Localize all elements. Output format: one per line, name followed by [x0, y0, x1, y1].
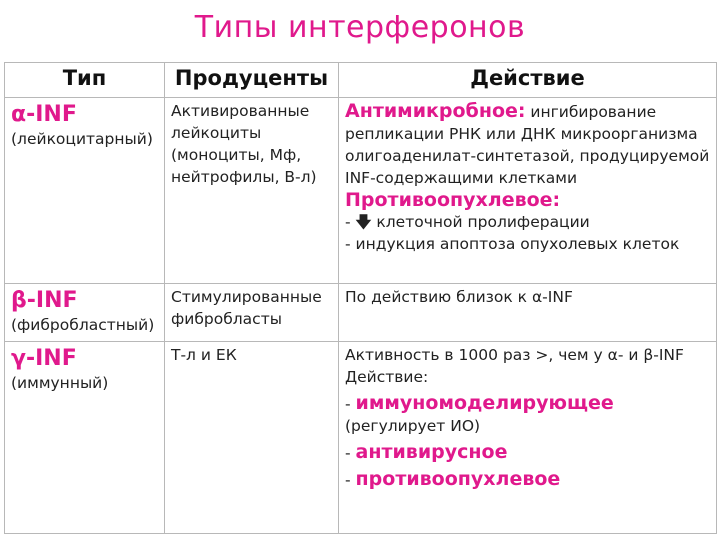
- table-row-gamma: [5, 342, 717, 534]
- type-cell-beta: [5, 284, 165, 342]
- action-cell-gamma: [339, 342, 717, 534]
- action-line: Активность в 1000 раз >, чем у α- и β-INF: [345, 346, 684, 364]
- dash-prefix: -: [345, 395, 351, 413]
- type-sub-gamma: (иммунный): [11, 374, 109, 392]
- header-type: Тип: [5, 63, 165, 98]
- action-line: Действие:: [345, 368, 429, 386]
- producer-line: Т-л и ЕК: [171, 346, 237, 364]
- action-line: По действию близок к α-INF: [345, 288, 573, 306]
- producer-line: Активированные: [171, 102, 310, 120]
- type-sub-alpha: (лейкоцитарный): [11, 130, 153, 148]
- type-cell-gamma: [5, 342, 165, 534]
- down-arrow-icon: 🡇: [355, 213, 372, 231]
- antimicrobial-heading: Антимикробное:: [345, 100, 526, 122]
- producer-line: Стимулированные: [171, 288, 322, 306]
- action-line: INF-содержащими клетками: [345, 169, 578, 187]
- dash-prefix: -: [345, 444, 351, 462]
- immunomodulating-item: иммуномоделирующее: [355, 392, 614, 414]
- producers-cell-gamma: [165, 342, 339, 534]
- action-line: репликации РНК или ДНК микроорганизма: [345, 125, 698, 143]
- dash-prefix: -: [345, 471, 351, 489]
- type-name-gamma: γ-INF: [11, 346, 77, 371]
- producers-cell-beta: [165, 284, 339, 342]
- antiviral-item: антивирусное: [355, 441, 508, 463]
- action-line: олигоаденилат-синтетазой, продуцируемой: [345, 147, 710, 165]
- action-cell-beta: [339, 284, 717, 342]
- type-sub-beta: (фибробластный): [11, 316, 155, 334]
- table-header-row: [5, 63, 717, 98]
- antimicrobial-heading-tail: ингибирование: [530, 103, 657, 121]
- action-item-line: [345, 392, 712, 415]
- table-row-alpha: [5, 98, 717, 284]
- header-producers: Продуценты: [165, 63, 339, 98]
- producer-line: (моноциты, Мф,: [171, 146, 302, 164]
- dash-prefix: -: [345, 213, 351, 231]
- type-name-beta: β-INF: [11, 288, 78, 313]
- action-line: (регулирует ИО): [345, 417, 481, 435]
- action-item-line: [345, 468, 712, 491]
- producer-line: лейкоциты: [171, 124, 262, 142]
- antitumor-heading: Противоопухлевое:: [345, 189, 561, 211]
- action-line: - индукция апоптоза опухолевых клеток: [345, 235, 680, 253]
- interferon-table: [4, 62, 717, 534]
- action-heading-line: [345, 100, 712, 123]
- proliferation-text: клеточной пролиферации: [376, 213, 590, 231]
- table-row-beta: [5, 284, 717, 342]
- header-action: Действие: [339, 63, 717, 98]
- type-cell-alpha: [5, 98, 165, 284]
- page-title: Типы интерферонов: [194, 10, 526, 45]
- action-item-line: [345, 441, 712, 464]
- producer-line: нейтрофилы, В-л): [171, 168, 317, 186]
- producer-line: фибробласты: [171, 310, 282, 328]
- producers-cell-alpha: [165, 98, 339, 284]
- antitumor-item: противоопухлевое: [355, 468, 561, 490]
- action-cell-alpha: [339, 98, 717, 284]
- action-dash-line: [345, 211, 712, 233]
- type-name-alpha: α-INF: [11, 102, 77, 127]
